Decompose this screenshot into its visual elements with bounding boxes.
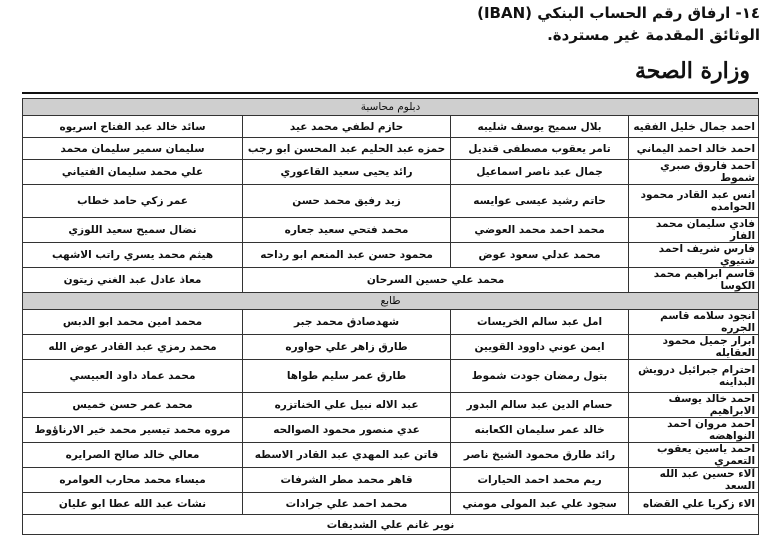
table-cell: الاء زكريا علي القضاه	[629, 493, 759, 515]
table-cell: نوير غانم علي الشديفات	[23, 515, 759, 535]
table-cell: سجود علي عبد المولى مومني	[451, 493, 629, 515]
table-cell: احمد ياسين يعقوب التعمري	[629, 443, 759, 468]
table-row	[23, 443, 759, 468]
table-cell: معالي خالد صالح الصرايره	[23, 443, 243, 468]
table-cell: خالد عمر سليمان الكعابنه	[451, 418, 629, 443]
table-row	[23, 360, 759, 393]
table-cell: معاذ عادل عبد الغني زيتون	[23, 268, 243, 293]
table-row	[23, 116, 759, 138]
table-cell: حسام الدين عبد سالم البدور	[451, 393, 629, 418]
table-cell: نضال سميح سعيد اللوزي	[23, 218, 243, 243]
table-cell: انجود سلامه قاسم الجرره	[629, 310, 759, 335]
table-cell: نشات عبد الله عطا ابو عليان	[23, 493, 243, 515]
table-cell: ريم محمد احمد الحيارات	[451, 468, 629, 493]
table-cell: بتول رمضان جودت شموط	[451, 360, 629, 393]
table-cell: ابرار جميل محمود العقايله	[629, 335, 759, 360]
table-cell: عمر زكي حامد خطاب	[23, 185, 243, 218]
table-row	[23, 393, 759, 418]
table-cell: بلال سميح يوسف شليبه	[451, 116, 629, 138]
table-cell: طارق عمر سليم طواها	[243, 360, 451, 393]
names-table	[22, 98, 759, 535]
table-cell: رائد يحيى سعيد القاعوري	[243, 160, 451, 185]
table-cell: هيثم محمد يسري راتب الاشهب	[23, 243, 243, 268]
table-row	[23, 493, 759, 515]
table-cell: شهدصادق محمد جبر	[243, 310, 451, 335]
table-row	[23, 310, 759, 335]
table-cell: جمال عبد ناصر اسماعيل	[451, 160, 629, 185]
table-cell: آلاء حسين عبد الله السعد	[629, 468, 759, 493]
table-cell: احمد خالد احمد اليماني	[629, 138, 759, 160]
table-cell: احترام جبرائيل درويش البداينه	[629, 360, 759, 393]
table-cell: محمد امين محمد ابو الدبس	[23, 310, 243, 335]
table-cell: احمد مروان احمد النواهضه	[629, 418, 759, 443]
table-row	[23, 185, 759, 218]
table-cell: مروه محمد تيسير محمد خير الارناؤوط	[23, 418, 243, 443]
table-cell: احمد فاروق صبري شموط	[629, 160, 759, 185]
section-header	[23, 293, 759, 310]
table-cell: حاتم رشيد عيسى عوايسه	[451, 185, 629, 218]
table-cell: احمد خالد يوسف الابراهيم	[629, 393, 759, 418]
table-cell: ميساء محمد محارب العوامره	[23, 468, 243, 493]
table-cell: احمد جمال خليل الفقيه	[629, 116, 759, 138]
table-cell: محمود حسن عبد المنعم ابو رداحه	[243, 243, 451, 268]
ministry-title: وزارة الصحة	[634, 58, 750, 84]
table-row	[23, 468, 759, 493]
table-cell: فادي سليمان محمد الفار	[629, 218, 759, 243]
table-row	[23, 160, 759, 185]
table-cell: فاتن عبد المهدي عبد القادر الاسطه	[243, 443, 451, 468]
table-cell: قاسم ابراهيم محمد الكوسا	[629, 268, 759, 293]
table-cell: علي محمد سليمان الفتياني	[23, 160, 243, 185]
note-line-iban: ١٤- ارفاق رقم الحساب البنكي (IBAN)	[477, 4, 760, 22]
table-cell: محمد عدلي سعود عوض	[451, 243, 629, 268]
table-cell: محمد احمد محمد العوضي	[451, 218, 629, 243]
table-cell: فارس شريف احمد شتيوي	[629, 243, 759, 268]
table-cell: عدي منصور محمود الصوالحه	[243, 418, 451, 443]
table-cell: محمد عمر حسن خميس	[23, 393, 243, 418]
table-cell: امل عبد سالم الخريسات	[451, 310, 629, 335]
section-header	[23, 99, 759, 116]
table-cell: محمد فتحي سعيد جعاره	[243, 218, 451, 243]
table-cell: قاهر محمد مطر الشرفات	[243, 468, 451, 493]
table-cell: رائد طارق محمود الشيخ ناصر	[451, 443, 629, 468]
table-cell: محمد علي حسين السرحان	[243, 268, 629, 293]
table-row	[23, 418, 759, 443]
table-cell: محمد رمزي عبد القادر عوض الله	[23, 335, 243, 360]
table-cell: ايمن عوني داوود القويين	[451, 335, 629, 360]
table-row	[23, 335, 759, 360]
title-rule	[22, 92, 758, 94]
table-cell: سائد خالد عبد الفتاح اسريوه	[23, 116, 243, 138]
table-row	[23, 515, 759, 535]
note-line-documents: الوثائق المقدمة غير مستردة.	[547, 26, 760, 44]
table-cell: حازم لطفي محمد عيد	[243, 116, 451, 138]
table-cell: عبد الاله نبيل علي الخناتزره	[243, 393, 451, 418]
table-cell: حمزه عبد الحليم عبد المحسن ابو رجب	[243, 138, 451, 160]
table-cell: تامر يعقوب مصطفى قنديل	[451, 138, 629, 160]
section-title: دبلوم محاسبة	[23, 99, 759, 116]
section-title: طابع	[23, 293, 759, 310]
table-cell: محمد احمد علي جرادات	[243, 493, 451, 515]
table-row	[23, 243, 759, 268]
notes-block	[20, 2, 760, 46]
table-cell: محمد عماد داود العبيسي	[23, 360, 243, 393]
table-cell: سليمان سمير سليمان محمد	[23, 138, 243, 160]
table-cell: انس عبد القادر محمود الحوامده	[629, 185, 759, 218]
table-row	[23, 218, 759, 243]
table-row	[23, 138, 759, 160]
table-cell: زيد رفيق محمد حسن	[243, 185, 451, 218]
table-row	[23, 268, 759, 293]
table-cell: طارق زاهر علي حواوره	[243, 335, 451, 360]
